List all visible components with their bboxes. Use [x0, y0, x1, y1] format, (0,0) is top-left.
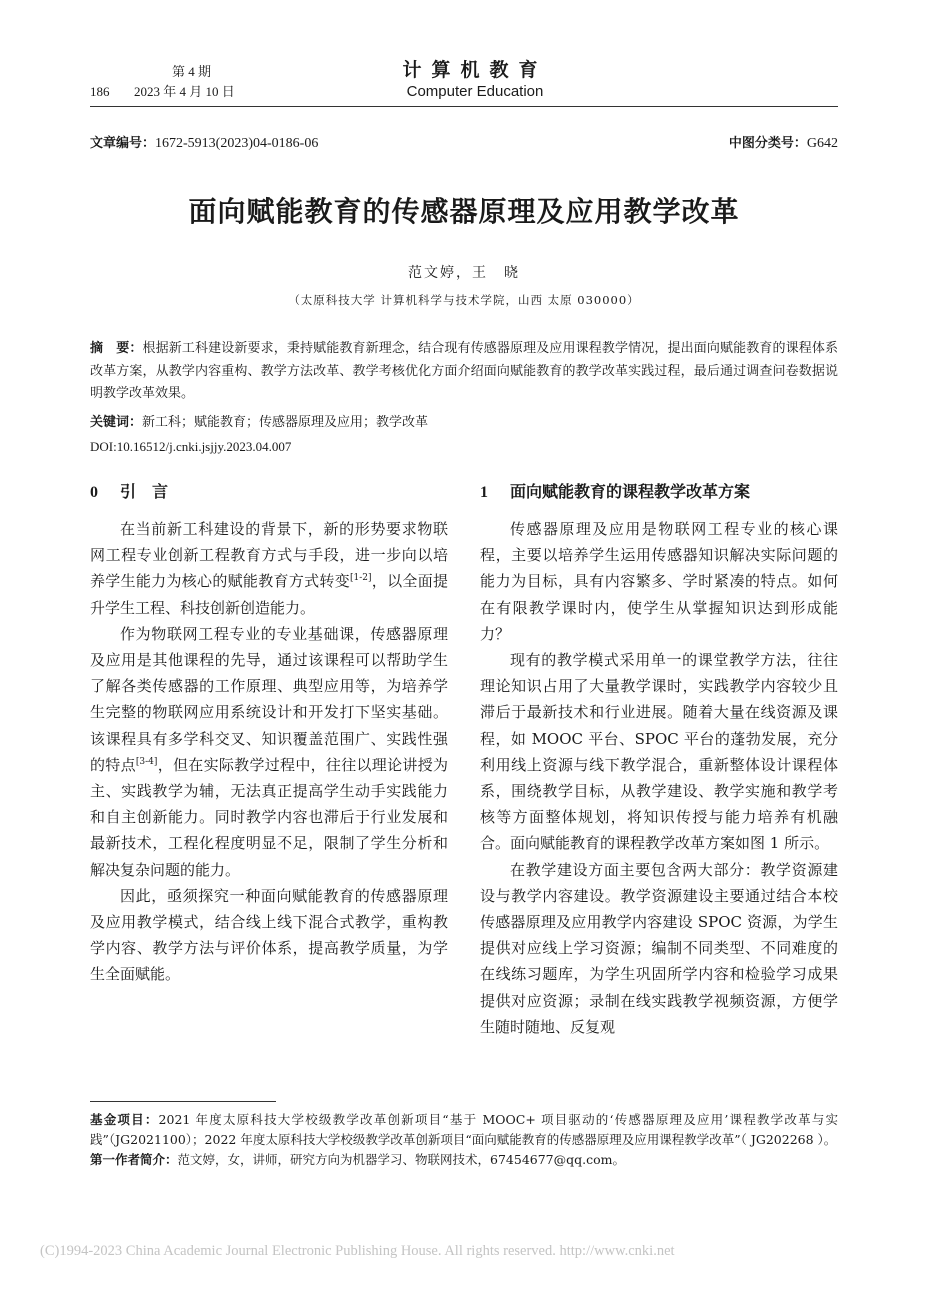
paper-title: 面向赋能教育的传感器原理及应用教学改革	[188, 195, 740, 228]
article-number-value: 1672-5913(2023)04-0186-06	[155, 136, 319, 151]
journal-title-cn: 计算机教育	[402, 59, 548, 81]
section-1-heading	[480, 481, 750, 504]
journal-title-en: Computer Education	[406, 83, 544, 100]
section-0-title: 引 言	[120, 482, 169, 501]
section1-paragraph-2: 现有的教学模式采用单一的课堂教学方法，往往理论知识占用了大量教学课时，实践教学内容较少且滞后于最新技术和行业进展。随着大量在线资源及课程，如 MOOC 平台、SPOC 平台的蓬勃发展，充分利用线上资源与线下教学混合，重新整体设计课程体系，围绕教学目标，从教学建设、教学实施和教学考核等方面整体规划，将知识传授与能力培养有机融合。面向赋能教育的课程教学改革方案如图 1 所示。	[480, 651, 838, 853]
section-0-heading	[90, 481, 168, 504]
keywords-text: 新工科；赋能教育；传感器原理及应用；教学改革	[142, 415, 429, 430]
intro-p1-text: 在当前新工科建设的背景下，新的形势要求物联网工程专业创新工程教育方式与手段，进一步向以培养学生能力为核心的赋能教育方式转变	[90, 520, 448, 591]
author-note	[90, 1150, 838, 1170]
affiliation: （太原科技大学 计算机科学与技术学院，山西 太原 030000）	[288, 293, 640, 307]
running-header-left	[90, 62, 235, 102]
citation-1-2: [1-2]	[350, 573, 372, 584]
left-column	[90, 516, 448, 988]
keywords-label: 关键词：	[90, 415, 143, 430]
fund-text: 2021 年度太原科技大学校级教学改革创新项目“基于 MOOC+ 项目驱动的‘传感器原理及应用’课程教学改革与实践”（JG2021100）；2022 年度太原科技大学校级教学改革创新项目“面向赋能教育的传感器原理及应用课程教学改革”（ JG202268 ）。	[90, 1112, 838, 1147]
intro-p2-text: 作为物联网工程专业的专业基础课，传感器原理及应用是其他课程的先导，通过该课程可以帮助学生了解各类传感器的工作原理、典型应用等，为培养学生完整的物联网应用系统设计和开发打下坚实基础。该课程具有多学科交叉、知识覆盖范围广、实践性强的特点	[90, 624, 448, 774]
authors: 范文婷，王 晓	[408, 265, 520, 281]
issue-label: 第 4 期	[172, 64, 212, 79]
intro-paragraph-2	[90, 621, 448, 883]
fund-label: 基金项目：	[90, 1112, 159, 1127]
author-note-text: 范文婷，女，讲师，研究方向为机器学习、物联网技术，67454677@qq.com。	[177, 1152, 625, 1167]
header-rule	[90, 106, 838, 107]
author-note-label: 第一作者简介：	[90, 1152, 178, 1167]
intro-paragraph-3: 因此，亟须探究一种面向赋能教育的传感器原理及应用教学模式，结合线上线下混合式教学，重构教学内容、教学方法与评价体系，提高教学质量，为学生全面赋能。	[90, 886, 448, 984]
clc-value: G642	[806, 136, 838, 151]
intro-paragraph-1	[90, 516, 448, 621]
copyright-watermark: (C)1994-2023 China Academic Journal Electronic Publishing House. All rights reserved. http://www.cnki.net	[40, 1243, 675, 1259]
article-number	[90, 134, 318, 154]
keywords	[90, 412, 838, 434]
section-1-title: 面向赋能教育的课程教学改革方案	[510, 482, 751, 501]
abstract	[90, 338, 838, 406]
section-1-number: 1	[480, 484, 488, 501]
journal-header	[340, 57, 610, 101]
article-number-label: 文章编号：	[90, 136, 156, 151]
section1-paragraph-3: 在教学建设方面主要包含两大部分：教学资源建设与教学内容建设。教学资源建设主要通过结合本校传感器原理及应用教学内容建设 SPOC 资源，为学生提供对应线上学习资源；编制不同类型、不同难度的在线练习题库，为学生巩固所学内容和检验学习成果提供对应资源；录制在线实践教学视频资源，方便学生随时随地、反复观	[480, 860, 838, 1036]
abstract-label: 摘 要：	[90, 341, 143, 356]
doi: DOI:10.16512/j.cnki.jsjjy.2023.04.007	[90, 439, 292, 454]
citation-3-4: [3-4]	[135, 756, 158, 767]
fund-note	[90, 1110, 838, 1150]
page-number: 186	[90, 84, 110, 99]
intro-p2-text-cont: ，但在实际教学过程中，往往以理论讲授为主、实践教学为辅，无法真正提高学生动手实践能力和自主创新能力。同时教学内容也滞后于行业发展和最新技术，工程化程度明显不足，限制了学生分析和解决复杂问题的能力。	[90, 755, 448, 879]
abstract-text: 根据新工科建设新要求，秉持赋能教育新理念，结合现有传感器原理及应用课程教学情况，提出面向赋能教育的课程体系改革方案，从教学内容重构、教学方法改革、教学考核优化方面介绍面向赋能教育的教学改革实践过程，最后通过调查问卷数据说明教学改革效果。	[90, 341, 838, 401]
clc-label: 中图分类号：	[728, 136, 807, 151]
issue-date: 2023 年 4 月 10 日	[134, 84, 235, 99]
right-column	[480, 516, 838, 1040]
footnotes	[90, 1110, 838, 1170]
section-0-number: 0	[90, 484, 98, 501]
clc-number	[729, 134, 838, 154]
intro-p1-text-cont: ，以全面提升学生工程、科技创新创造能力。	[90, 572, 448, 617]
footnote-rule	[90, 1101, 276, 1102]
section1-paragraph-1: 传感器原理及应用是物联网工程专业的核心课程，主要以培养学生运用传感器知识解决实际问题的能力为目标，具有内容繁多、学时紧凑的特点。如何在有限教学课时内，使学生从掌握知识达到形成能力？	[480, 520, 838, 643]
